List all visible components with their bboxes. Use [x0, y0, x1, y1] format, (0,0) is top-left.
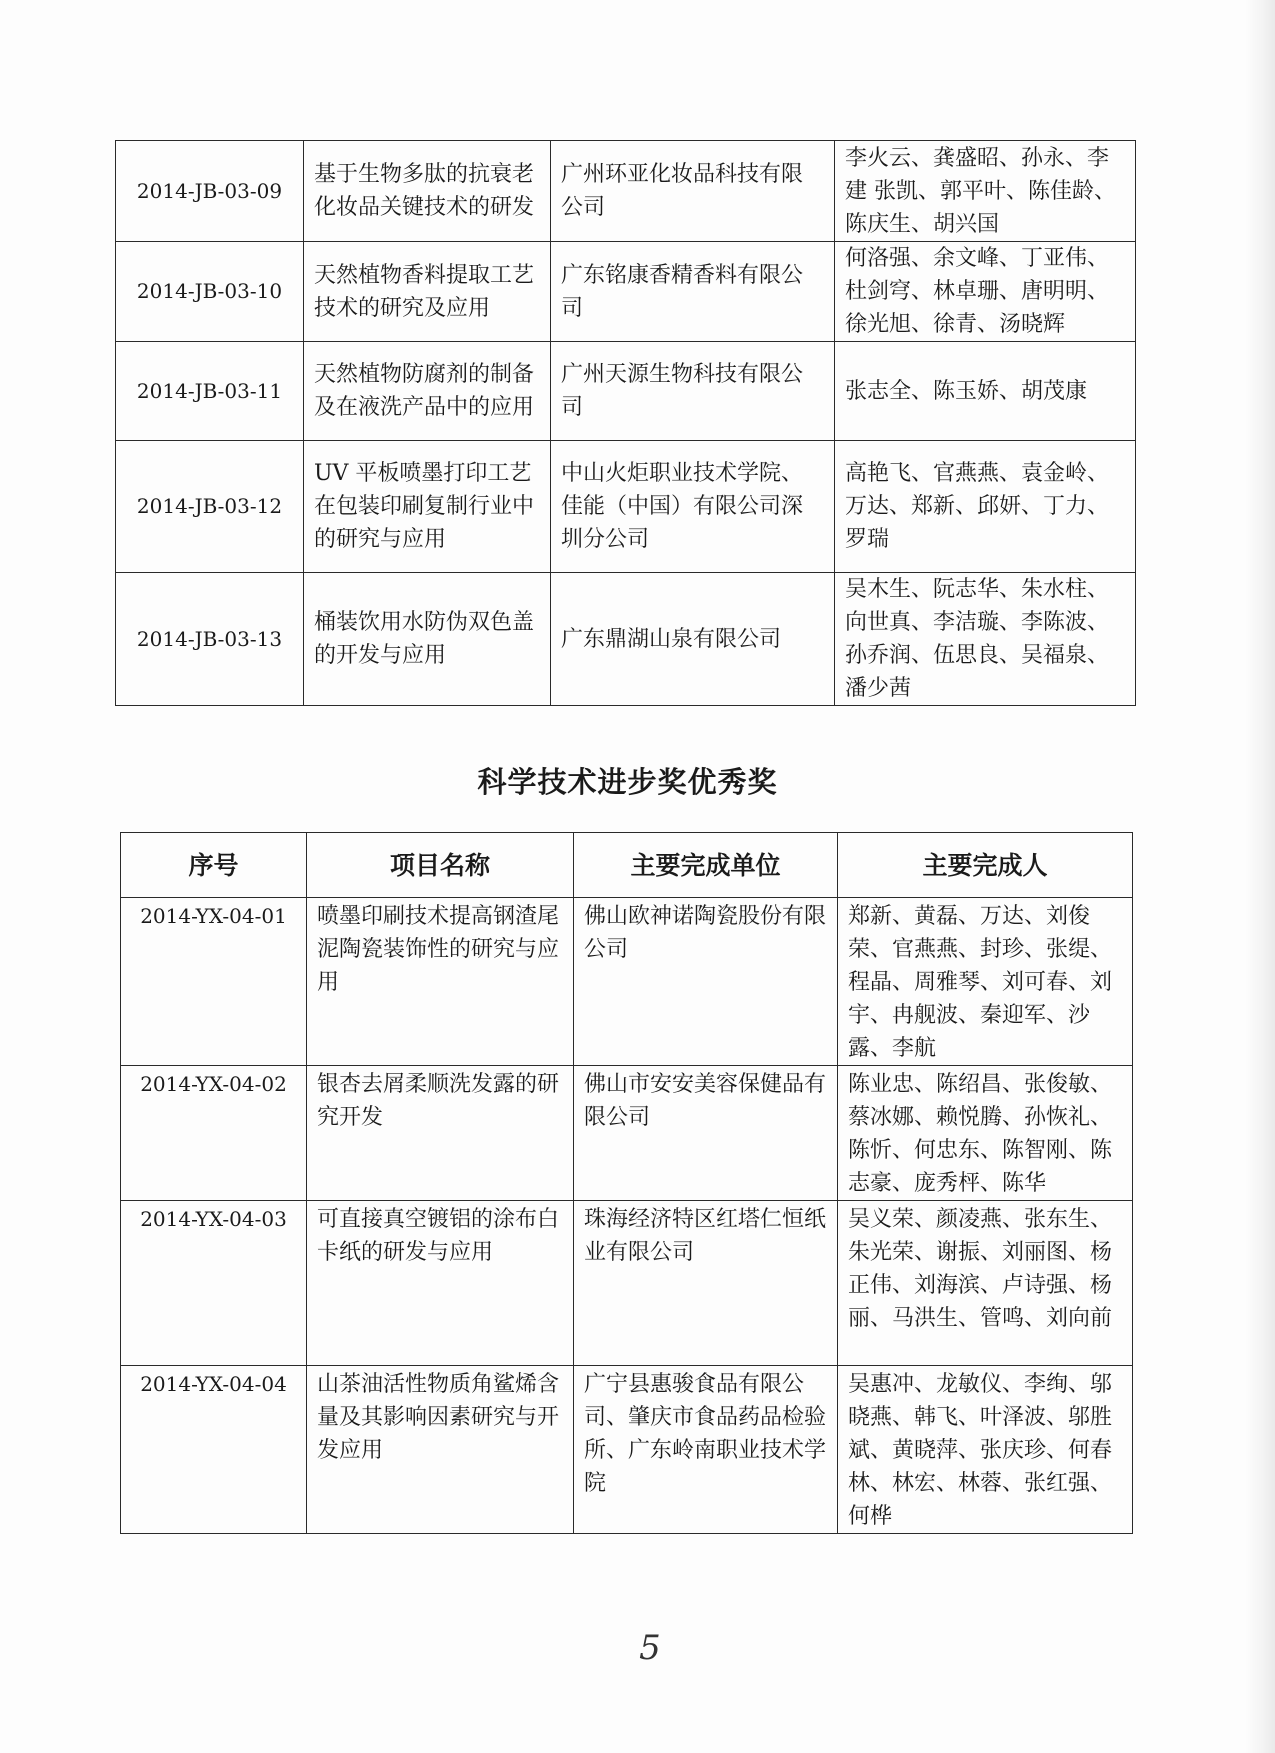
- completion-people: 张志全、陈玉娇、胡茂康: [835, 342, 1136, 441]
- project-name: 桶装饮用水防伪双色盖的开发与应用: [304, 573, 551, 706]
- header-people: 主要完成人: [838, 833, 1133, 898]
- completion-people: 郑新、黄磊、万达、刘俊荣、官燕燕、封珍、张缇、程晶、周雅琴、刘可春、刘宇、冉舰波、秦迎军、沙露、李航: [838, 898, 1133, 1066]
- project-name: 银杏去屑柔顺洗发露的研究开发: [307, 1066, 574, 1201]
- header-unit: 主要完成单位: [574, 833, 838, 898]
- completion-people: 高艳飞、官燕燕、袁金岭、万达、郑新、邱妍、丁力、罗瑞: [835, 441, 1136, 573]
- table-row: [116, 242, 1136, 342]
- completion-unit: 广州环亚化妆品科技有限公司: [551, 141, 835, 242]
- completion-unit: 佛山欧神诺陶瓷股份有限公司: [574, 898, 838, 1066]
- completion-people: 陈业忠、陈绍昌、张俊敏、蔡冰娜、赖悦腾、孙恢礼、陈忻、何忠东、陈智刚、陈志豪、庞秀枰、陈华: [838, 1066, 1133, 1201]
- table-row: [121, 1201, 1133, 1366]
- completion-people: 李火云、龚盛昭、孙永、李建 张凯、郭平叶、陈佳龄、陈庆生、胡兴国: [835, 141, 1136, 242]
- table-row: [116, 141, 1136, 242]
- project-name: 天然植物香料提取工艺技术的研究及应用: [304, 242, 551, 342]
- excellence-award-table: [120, 832, 1133, 1534]
- completion-people: 吴惠冲、龙敏仪、李绚、邬晓燕、韩飞、叶泽波、邬胜斌、黄晓萍、张庆珍、何春林、林宏、林蓉、张红强、何桦: [838, 1366, 1133, 1534]
- completion-unit: 广东铭康香精香料有限公司: [551, 242, 835, 342]
- project-name: 喷墨印刷技术提高钢渣尾泥陶瓷装饰性的研究与应用: [307, 898, 574, 1066]
- project-code: 2014-JB-03-10: [116, 242, 304, 342]
- page-edge-shadow: [1245, 0, 1275, 1753]
- table-row: [121, 1366, 1133, 1534]
- project-code: 2014-YX-04-03: [121, 1201, 307, 1366]
- project-code: 2014-JB-03-13: [116, 573, 304, 706]
- completion-people: 吴义荣、颜凌燕、张东生、朱光荣、谢振、刘丽图、杨正伟、刘海滨、卢诗强、杨丽、马洪生、管鸣、刘向前: [838, 1201, 1133, 1366]
- table-row: [116, 342, 1136, 441]
- completion-unit: 佛山市安安美容保健品有限公司: [574, 1066, 838, 1201]
- project-code: 2014-JB-03-12: [116, 441, 304, 573]
- project-code: 2014-YX-04-02: [121, 1066, 307, 1201]
- section-title: 科学技术进步奖优秀奖: [477, 765, 778, 799]
- project-name: 天然植物防腐剂的制备及在液洗产品中的应用: [304, 342, 551, 441]
- completion-unit: 广州天源生物科技有限公司: [551, 342, 835, 441]
- table-row: [121, 1066, 1133, 1201]
- project-name: 可直接真空镀铝的涂布白卡纸的研发与应用: [307, 1201, 574, 1366]
- project-code: 2014-JB-03-09: [116, 141, 304, 242]
- awards-table-continued: [115, 140, 1136, 706]
- project-code: 2014-JB-03-11: [116, 342, 304, 441]
- header-project: 项目名称: [307, 833, 574, 898]
- completion-people: 何洛强、余文峰、丁亚伟、杜剑穹、林卓珊、唐明明、徐光旭、徐青、汤晓辉: [835, 242, 1136, 342]
- project-code: 2014-YX-04-04: [121, 1366, 307, 1534]
- project-name: 山茶油活性物质角鲨烯含量及其影响因素研究与开发应用: [307, 1366, 574, 1534]
- project-name: 基于生物多肽的抗衰老化妆品关键技术的研发: [304, 141, 551, 242]
- header-code: 序号: [121, 833, 307, 898]
- project-code: 2014-YX-04-01: [121, 898, 307, 1066]
- page-number: 5: [639, 1628, 661, 1668]
- completion-unit: 广东鼎湖山泉有限公司: [551, 573, 835, 706]
- table-header-row: [121, 833, 1133, 898]
- table-row: [116, 573, 1136, 706]
- completion-unit: 广宁县惠骏食品有限公司、肇庆市食品药品检验所、广东岭南职业技术学院: [574, 1366, 838, 1534]
- table-row: [116, 441, 1136, 573]
- completion-unit: 珠海经济特区红塔仁恒纸业有限公司: [574, 1201, 838, 1366]
- table-row: [121, 898, 1133, 1066]
- project-name: UV 平板喷墨打印工艺在包装印刷复制行业中的研究与应用: [304, 441, 551, 573]
- completion-people: 吴木生、阮志华、朱水柱、向世真、李洁璇、李陈波、孙乔润、伍思良、吴福泉、潘少茜: [835, 573, 1136, 706]
- completion-unit: 中山火炬职业技术学院、佳能（中国）有限公司深圳分公司: [551, 441, 835, 573]
